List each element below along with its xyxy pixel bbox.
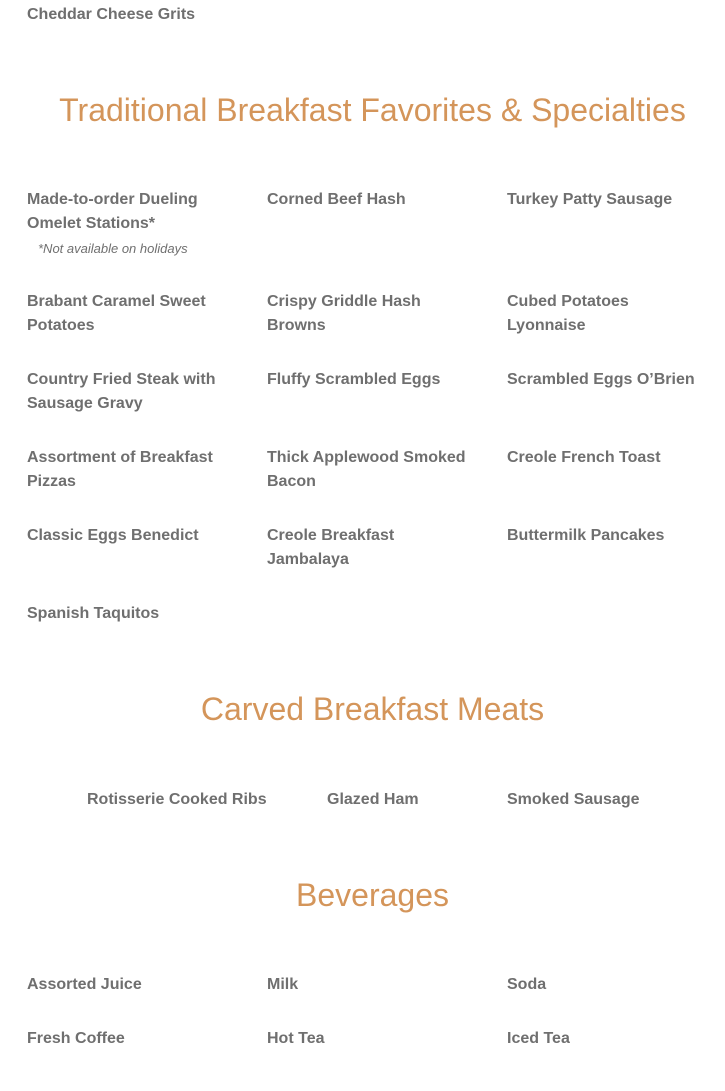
menu-item: Crispy Griddle Hash Browns	[267, 293, 421, 334]
section-title-carved: Carved Breakfast Meats	[200, 691, 545, 727]
menu-item: Corned Beef Hash	[267, 191, 406, 208]
menu-item: Rotisserie Cooked Ribs	[87, 791, 267, 808]
menu-item: Cubed Potatoes Lyonnaise	[507, 293, 629, 334]
menu-item: Hot Tea	[267, 1030, 325, 1047]
menu-item: Creole French Toast	[507, 449, 661, 466]
menu-item: Country Fried Steak with Sausage Gravy	[27, 371, 216, 412]
menu-item: Smoked Sausage	[507, 791, 640, 808]
menu-item: Classic Eggs Benedict	[27, 527, 199, 544]
menu-item: Turkey Patty Sausage	[507, 191, 673, 208]
menu-item: Made-to-order Dueling Omelet Stations*	[27, 191, 198, 232]
menu-item: Assorted Juice	[27, 976, 142, 993]
section-title-beverages: Beverages	[296, 877, 449, 913]
holiday-note: *Not available on holidays	[38, 241, 188, 256]
menu-item: Iced Tea	[507, 1030, 570, 1047]
menu-item: Spanish Taquitos	[27, 605, 160, 622]
menu-item: Scrambled Eggs O’Brien	[507, 371, 695, 388]
menu-item: Fresh Coffee	[27, 1030, 125, 1047]
menu-item: Thick Applewood Smoked Bacon	[267, 449, 466, 490]
menu-item: Soda	[507, 976, 547, 993]
menu-item-cheddar-cheese-grits: Cheddar Cheese Grits	[27, 6, 196, 23]
menu-item: Brabant Caramel Sweet Potatoes	[27, 293, 206, 334]
menu-item: Milk	[267, 976, 299, 993]
menu-item: Fluffy Scrambled Eggs	[267, 371, 441, 388]
menu-item: Assortment of Breakfast Pizzas	[27, 449, 213, 490]
menu-item: Buttermilk Pancakes	[507, 527, 665, 544]
section-title-traditional: Traditional Breakfast Favorites & Specialties	[59, 92, 686, 128]
menu-item: Glazed Ham	[327, 791, 419, 808]
menu-item: Creole Breakfast Jambalaya	[267, 527, 395, 568]
